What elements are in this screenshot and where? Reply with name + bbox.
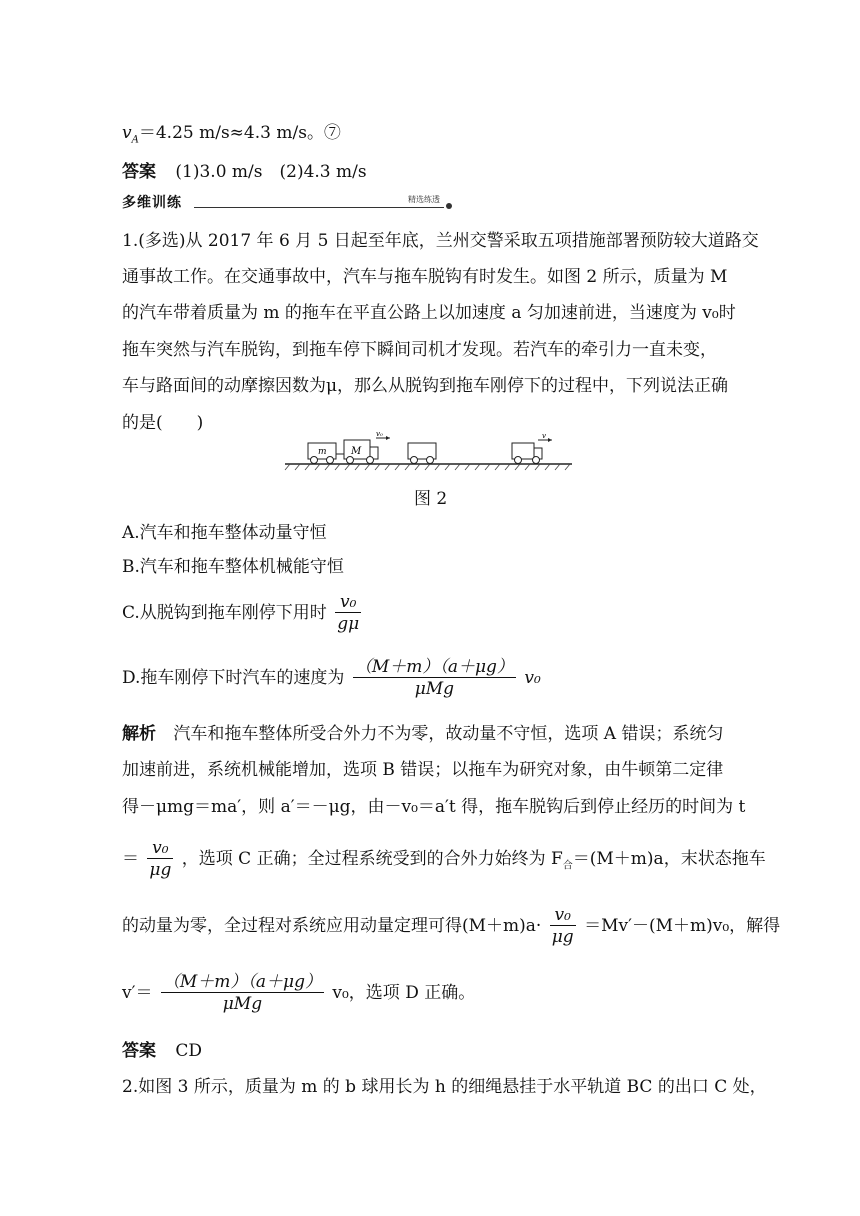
section-subtitle: 精选练透 xyxy=(408,195,440,204)
q1-line-1: 1.(多选)从 2017 年 6 月 5 日起至年底，兰州交警采取五项措施部署预防较大道路交 xyxy=(122,231,759,251)
section-dot-icon xyxy=(446,203,452,209)
option-d: D.拖车刚停下时汽车的速度为 $\frac{(M+m)(a+\mu g)}{\text{μMg}}$ v₀ xyxy=(122,657,541,699)
solution-line-1: 解析 汽车和拖车整体所受合外力不为零，故动量不守恒，选项 A 错误；系统匀 xyxy=(122,724,724,744)
answer-line-2 xyxy=(122,1036,202,1061)
label-m: m xyxy=(318,447,327,457)
option-c: C.从脱钩到拖车刚停下用时 $\frac{\text{v₀}}{g\mu}$ xyxy=(122,592,360,634)
car-v xyxy=(512,438,552,464)
answer-line-1 xyxy=(122,157,367,182)
section-title: 多维训练 xyxy=(122,195,182,211)
label-v0: v₀ xyxy=(376,430,383,438)
option-c-fraction: $\frac{\text{v₀}}{g\mu}$ xyxy=(337,592,360,634)
q1-line-2: 通事故工作。在交通事故中，汽车与拖车脱钩有时发生。如图 2 所示，质量为 M xyxy=(122,267,728,287)
solution-line-5: 的动量为零，全过程对系统应用动量定理可得(M＋m)a· $\frac{\text{v₀}}{\mu g}$ ＝Mv′－(M＋m)v₀，解得 xyxy=(122,905,781,947)
previous-equation: $v_A=4.25$ m/s≈4.3 m/s。⑦ xyxy=(122,123,341,146)
q2-line-1: 2.如图 3 所示，质量为 m 的 b 球用长为 h 的细绳悬挂于水平轨道 BC 的出口 C 处， xyxy=(122,1077,767,1097)
q1-line-4: 拖车突然与汽车脱钩，到拖车停下瞬间司机才发现。若汽车的牵引力一直未变， xyxy=(122,340,717,360)
answer-text: CD xyxy=(175,1041,203,1061)
solution-line-2: 加速前进，系统机械能增加，选项 B 错误；以拖车为研究对象，由牛顿第二定律 xyxy=(122,760,724,780)
option-b: B.汽车和拖车整体机械能守恒 xyxy=(122,557,344,577)
q1-line-5: 车与路面间的动摩擦因数为μ，那么从脱钩到拖车刚停下的过程中，下列说法正确 xyxy=(122,376,729,396)
figure-caption: 图 2 xyxy=(414,489,448,509)
option-d-fraction: $\frac{(M+m)(a+\mu g)}{\text{μMg}}$ xyxy=(354,657,514,699)
solution-label: 解析 xyxy=(122,724,156,744)
figure-2-diagram xyxy=(280,430,580,478)
solution-line-3: 得－μmg＝ma′，则 a′＝－μg，由－v₀＝a′t 得，拖车脱钩后到停止经历的时间为 t xyxy=(122,797,746,817)
label-v: v xyxy=(542,432,546,440)
section-header xyxy=(122,192,452,212)
solution-line-6: v′＝ $\frac{(M+m)(a+\mu g)}{\text{μMg}}$ v₀，选项 D 正确。 xyxy=(122,972,476,1014)
trailer-stopped xyxy=(408,443,436,464)
answer-label: 答案 xyxy=(122,1041,156,1061)
section-rule xyxy=(194,207,444,208)
option-a: A.汽车和拖车整体动量守恒 xyxy=(122,523,327,543)
label-M: M xyxy=(351,446,362,457)
q1-line-6: 的是( ) xyxy=(122,413,204,433)
equation-number: 。⑦ xyxy=(306,123,341,143)
answer-label: 答案 xyxy=(122,162,156,182)
q1-line-3: 的汽车带着质量为 m 的拖车在平直公路上以加速度 a 匀加速前进，当速度为 v₀时 xyxy=(122,303,736,323)
answer-text: (1)3.0 m/s (2)4.3 m/s xyxy=(175,162,367,182)
solution-line-4: ＝ $\frac{\text{v₀}}{\mu g}$ ，选项 C 正确；全过程系统受到的合外力始终为 $F_合=(M+m)a$，末状态拖车 xyxy=(122,838,766,880)
